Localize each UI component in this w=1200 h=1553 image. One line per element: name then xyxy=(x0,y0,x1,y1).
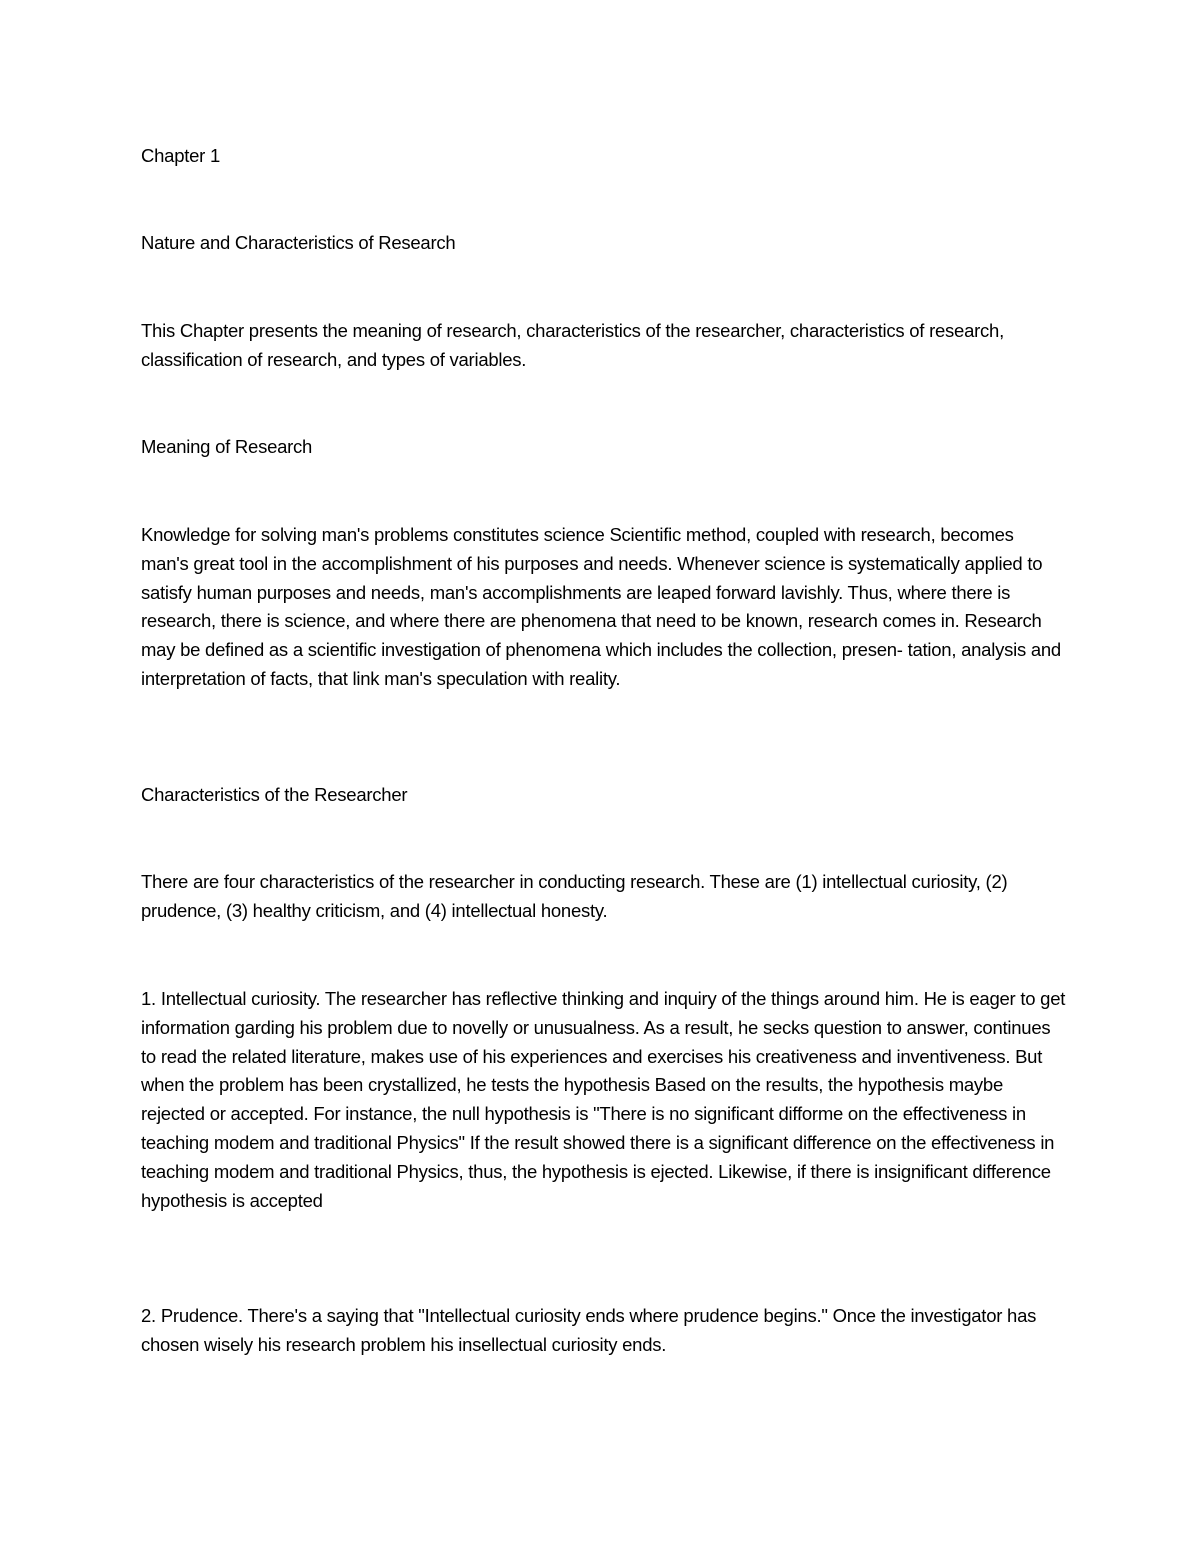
chapter-title: Nature and Characteristics of Research xyxy=(141,232,456,253)
intro-paragraph: This Chapter presents the meaning of research, characteristics of the researcher, characteristics of research, classification of research, and types of variables. xyxy=(141,320,1004,370)
characteristics-intro-paragraph: There are four characteristics of the researcher in conducting research. These are (1) intellectual curiosity, (2) prudence, (3) healthy criticism, and (4) intellectual honesty. xyxy=(141,871,1008,921)
intellectual-curiosity-paragraph: 1. Intellectual curiosity. The researcher has reflective thinking and inquiry of the things around him. He is eager to get information garding his problem due to novelly or unusualness. As a result, he secks question to answer, continues to read the related literature, makes use of his experiences and exercises his creativeness and inventiveness. But when the problem has been crystallized, he tests the hypothesis Based on the results, the hypothesis maybe rejected or accepted. For instance, the null hypothesis is "There is no significant difforme on the effectiveness in teaching modem and traditional Physics" If the result showed there is a significant difference on the effectiveness in teaching modem and traditional Physics, thus, the hypothesis is ejected. Likewise, if there is insignificant difference hypothesis is accepted xyxy=(141,988,1066,1211)
prudence-paragraph: 2. Prudence. There's a saying that "Intellectual curiosity ends where prudence begins." Once the investigator has chosen wisely his research problem his insellectual curiosity ends. xyxy=(141,1305,1037,1355)
meaning-of-research-paragraph: Knowledge for solving man's problems constitutes science Scientific method, coupled with research, becomes man's great tool in the accomplishment of his purposes and needs. Whenever science is systematically applied to satisfy human purposes and needs, man's accomplishments are leaped forward lavishly. Thus, where there is research, there is science, and where there are phenomena that need to be known, research comes in. Research may be defined as a scientific investigation of phenomena which includes the collection, presen- tation, analysis and interpretation of facts, that link man's speculation with reality. xyxy=(141,524,1061,689)
section-heading-characteristics-of-researcher: Characteristics of the Researcher xyxy=(141,784,408,805)
chapter-label: Chapter 1 xyxy=(141,145,220,166)
section-heading-meaning-of-research: Meaning of Research xyxy=(141,436,313,457)
